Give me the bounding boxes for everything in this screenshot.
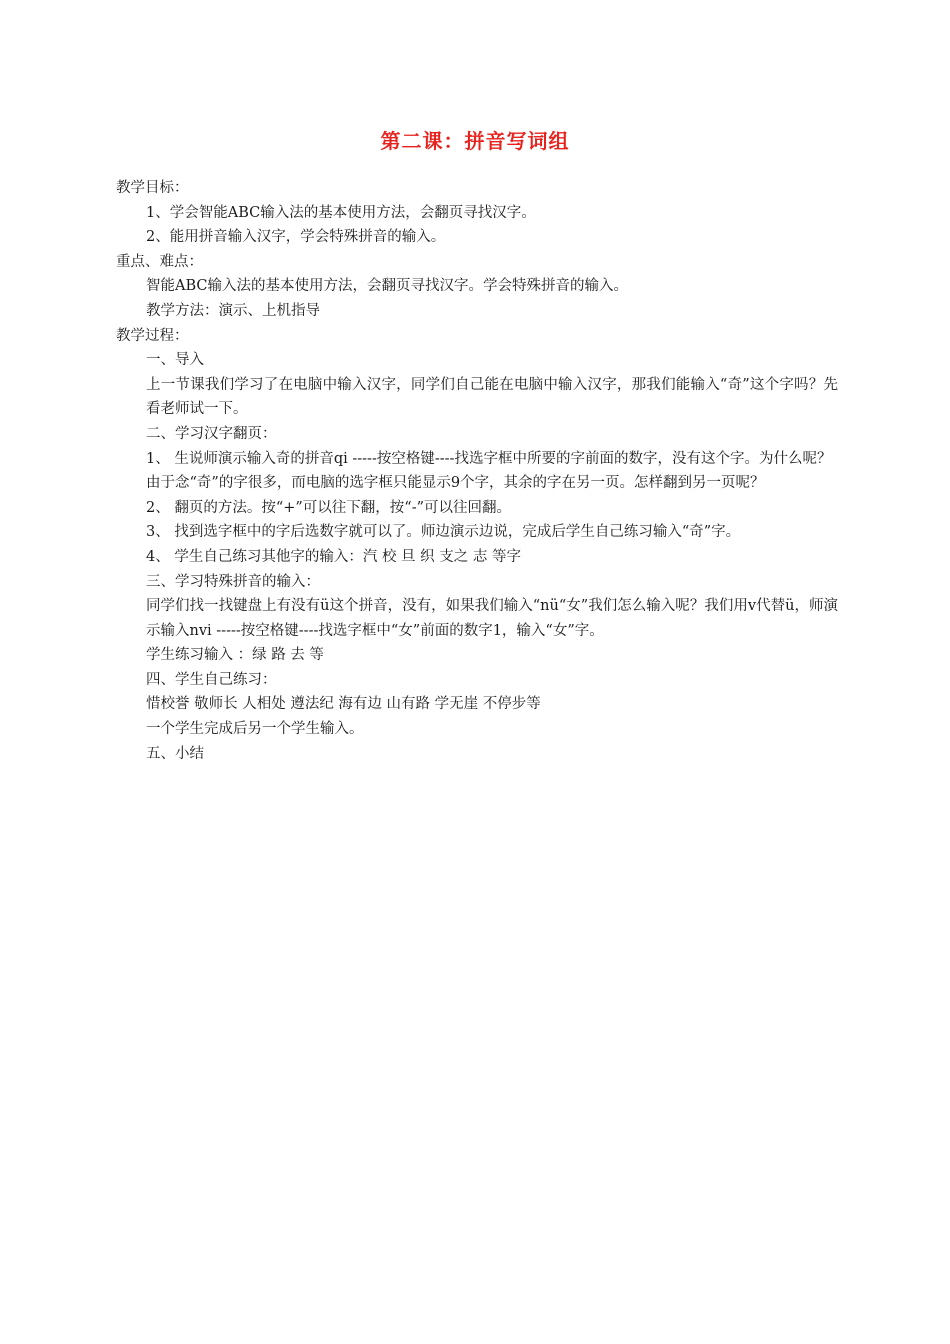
paragraph: 一个学生完成后另一个学生输入。 xyxy=(146,721,364,738)
subsection-heading: 一、导入 xyxy=(146,352,204,369)
list-item: 1、 生说师演示输入奇的拼音qi -----按空格键----找选字框中所要的字前面的数字，没有这个字。为什么呢？ xyxy=(146,450,832,467)
subsection-heading: 四、学生自己练习： xyxy=(146,671,277,688)
subsection-heading: 二、学习汉字翻页： xyxy=(146,425,277,442)
subsection-heading: 三、学习特殊拼音的输入： xyxy=(146,573,320,590)
paragraph: 智能ABC输入法的基本使用方法，会翻页寻找汉字。学会特殊拼音的输入。 xyxy=(146,278,628,295)
section-heading: 教学目标： xyxy=(116,180,189,196)
paragraph: 1、学会智能ABC输入法的基本使用方法，会翻页寻找汉字。 xyxy=(146,204,536,221)
list-item: 4、 学生自己练习其他字的输入：汽 校 旦 织 支之 志 等字 xyxy=(146,548,521,565)
paragraph: 学生练习输入 ：绿 路 去 等 xyxy=(146,647,324,664)
paragraph: 同学们找一找键盘上有没有ü这个拼音，没有，如果我们输入“nü“女”我们怎么输入呢？我们用v代替ü，师演示输入nvi -----按空格键----找选字框中“女”前面的数字1，输入“女”字。 xyxy=(146,598,838,639)
subsection-heading: 五、小结 xyxy=(146,745,204,762)
list-item: 3、 找到选字框中的字后选数字就可以了。师边演示边说，完成后学生自己练习输入“奇”字。 xyxy=(146,524,741,541)
document-body xyxy=(116,176,838,766)
page-title: 第二课：拼音写词组 xyxy=(380,129,570,153)
paragraph: 上一节课我们学习了在电脑中输入汉字，同学们自己能在电脑中输入汉字，那我们能输入“奇”这个字吗？先看老师试一下。 xyxy=(146,376,838,418)
paragraph: 教学方法：演示、上机指导 xyxy=(146,302,320,319)
section-heading: 重点、难点： xyxy=(116,253,203,270)
section-heading: 教学过程： xyxy=(116,327,189,344)
paragraph: 惜校誉 敬师长 人相处 遵法纪 海有边 山有路 学无崖 不停步等 xyxy=(146,696,541,713)
paragraph: 2、能用拼音输入汉字，学会特殊拼音的输入。 xyxy=(146,229,446,246)
paragraph: 由于念“奇”的字很多，而电脑的选字框只能显示9个字，其余的字在另一页。怎样翻到另一页呢？ xyxy=(146,475,765,492)
list-item: 2、 翻页的方法。按“+”可以往下翻，按“-”可以往回翻。 xyxy=(146,499,512,516)
